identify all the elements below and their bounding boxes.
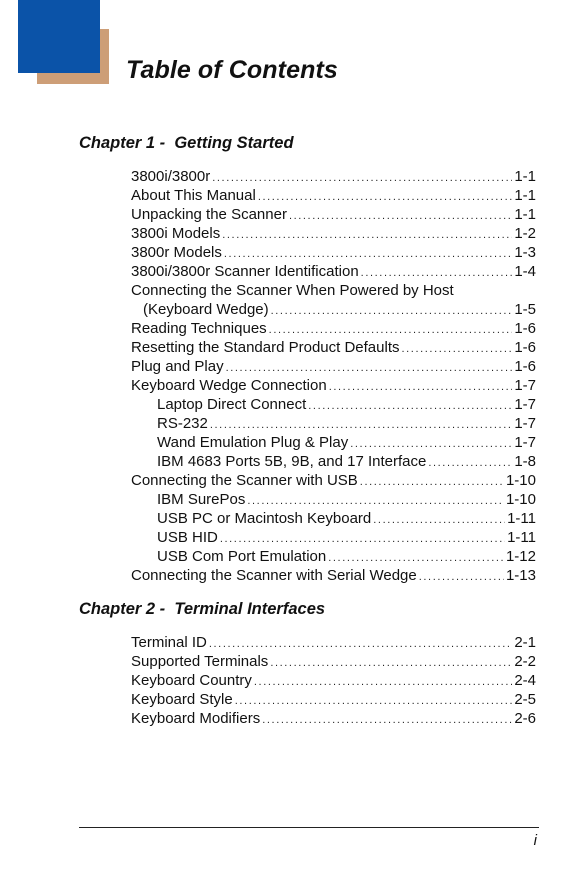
corner-decoration-blue <box>18 0 100 73</box>
toc-entry[interactable] <box>131 528 536 547</box>
toc-entry-label: About This Manual <box>131 187 256 204</box>
toc-entry[interactable] <box>131 633 536 652</box>
toc-entry[interactable] <box>131 671 536 690</box>
toc-entry-label: Keyboard Wedge Connection <box>131 377 327 394</box>
dot-leader <box>212 169 512 188</box>
toc-entry-label: Laptop Direct Connect <box>157 396 307 413</box>
toc-entry-page: 1-1 <box>514 187 536 204</box>
toc-entry-page: 1-10 <box>505 491 536 508</box>
dot-leader <box>258 188 513 207</box>
chapter-1-entries <box>131 167 536 585</box>
toc-entry-page: 1-8 <box>514 453 536 470</box>
dot-leader <box>235 692 513 711</box>
dot-leader <box>402 340 513 359</box>
toc-entry[interactable] <box>131 243 536 262</box>
toc-entry-label: IBM 4683 Ports 5B, 9B, and 17 Interface <box>157 453 427 470</box>
toc-entry[interactable] <box>131 262 536 281</box>
toc-entry-page: 1-4 <box>514 263 536 280</box>
toc-entry[interactable] <box>131 709 536 728</box>
toc-entry-page: 1-7 <box>514 396 536 413</box>
toc-entry[interactable] <box>131 186 536 205</box>
toc-entry-page: 2-2 <box>514 653 536 670</box>
dot-leader <box>308 397 512 416</box>
toc-entry-page: 1-2 <box>514 225 536 242</box>
toc-entry-label: (Keyboard Wedge) <box>143 301 269 318</box>
toc-entry-page: 1-6 <box>514 339 536 356</box>
toc-entry-page: 1-1 <box>514 206 536 223</box>
toc-entry-page: 1-1 <box>514 168 536 185</box>
toc-entry-page: 1-6 <box>514 358 536 375</box>
toc-entry-label: Plug and Play <box>131 358 224 375</box>
toc-entry[interactable] <box>131 452 536 471</box>
toc-entry-label: RS-232 <box>157 415 208 432</box>
toc-entry-label: USB PC or Macintosh Keyboard <box>157 510 372 527</box>
dot-leader <box>271 302 513 321</box>
toc-entry[interactable] <box>131 471 536 490</box>
toc-entry[interactable] <box>131 205 536 224</box>
toc-entry-label: Keyboard Modifiers <box>131 710 261 727</box>
dot-leader <box>419 568 504 587</box>
chapter-2-entries <box>131 633 536 728</box>
toc-entry[interactable] <box>131 433 536 452</box>
toc-entry-label: Keyboard Style <box>131 691 233 708</box>
page-number: i <box>533 832 537 849</box>
toc-entry-page: 1-3 <box>514 244 536 261</box>
toc-entry[interactable] <box>131 509 536 528</box>
toc-entry[interactable] <box>131 338 536 357</box>
toc-entry-page: 1-11 <box>507 510 536 527</box>
toc-entry-label: Supported Terminals <box>131 653 269 670</box>
toc-entry-page: 2-4 <box>514 672 536 689</box>
toc-entry-label: 3800i/3800r Scanner Identification <box>131 263 359 280</box>
toc-entry-page: 1-5 <box>514 301 536 318</box>
toc-entry-page: 2-6 <box>514 710 536 727</box>
dot-leader <box>222 226 512 245</box>
toc-entry-label: Resetting the Standard Product Defaults <box>131 339 400 356</box>
dot-leader <box>329 378 513 397</box>
dot-leader <box>262 711 512 730</box>
toc-entry[interactable] <box>131 224 536 243</box>
toc-entry-page: 1-7 <box>514 377 536 394</box>
toc-entry[interactable] <box>131 547 536 566</box>
toc-entry-label: 3800i Models <box>131 225 221 242</box>
toc-entry[interactable] <box>131 490 536 509</box>
toc-entry-page: 1-7 <box>514 434 536 451</box>
toc-entry-label: 3800i/3800r <box>131 168 211 185</box>
dot-leader <box>373 511 505 530</box>
dot-leader <box>360 473 504 492</box>
toc-entry-page: 1-11 <box>507 529 536 546</box>
toc-entry[interactable] <box>131 566 536 585</box>
toc-entry-label: Unpacking the Scanner <box>131 206 287 223</box>
page-title: Table of Contents <box>126 56 338 84</box>
dot-leader <box>289 207 512 226</box>
toc-entry-label: Wand Emulation Plug & Play <box>157 434 349 451</box>
dot-leader <box>428 454 512 473</box>
toc-entry-label: Reading Techniques <box>131 320 267 337</box>
toc-entry-page: 1-7 <box>514 415 536 432</box>
toc-entry-label: USB HID <box>157 529 218 546</box>
toc-entry-page: 1-10 <box>505 472 536 489</box>
chapter-2-heading: Chapter 2 - Terminal Interfaces <box>79 600 326 618</box>
toc-entry[interactable] <box>131 167 536 186</box>
toc-entry-page: 2-5 <box>514 691 536 708</box>
toc-entry-label: Connecting the Scanner with USB <box>131 472 358 489</box>
footer-rule <box>79 827 539 828</box>
toc-entry[interactable] <box>131 652 536 671</box>
toc-entry-label: Terminal ID <box>131 634 207 651</box>
toc-entry-first-line: Connecting the Scanner When Powered by Host <box>131 282 454 299</box>
toc-entry[interactable] <box>131 414 536 433</box>
toc-entry[interactable] <box>131 319 536 338</box>
toc-entry-label: Connecting the Scanner with Serial Wedge <box>131 567 417 584</box>
toc-entry-page: 1-13 <box>505 567 536 584</box>
toc-entry[interactable] <box>131 376 536 395</box>
toc-entry-label: USB Com Port Emulation <box>157 548 327 565</box>
toc-entry-label: Keyboard Country <box>131 672 252 689</box>
dot-leader <box>270 654 512 673</box>
toc-entry-page: 1-6 <box>514 320 536 337</box>
toc-entry[interactable] <box>131 357 536 376</box>
dot-leader <box>254 673 512 692</box>
toc-entry[interactable] <box>131 690 536 709</box>
toc-entry-label: 3800r Models <box>131 244 222 261</box>
toc-entry[interactable] <box>131 395 536 414</box>
toc-entry[interactable] <box>131 300 536 319</box>
toc-entry-page: 1-12 <box>505 548 536 565</box>
toc-entry-page: 2-1 <box>514 634 536 651</box>
chapter-1-heading: Chapter 1 - Getting Started <box>79 134 294 152</box>
toc-entry-label: IBM SurePos <box>157 491 246 508</box>
